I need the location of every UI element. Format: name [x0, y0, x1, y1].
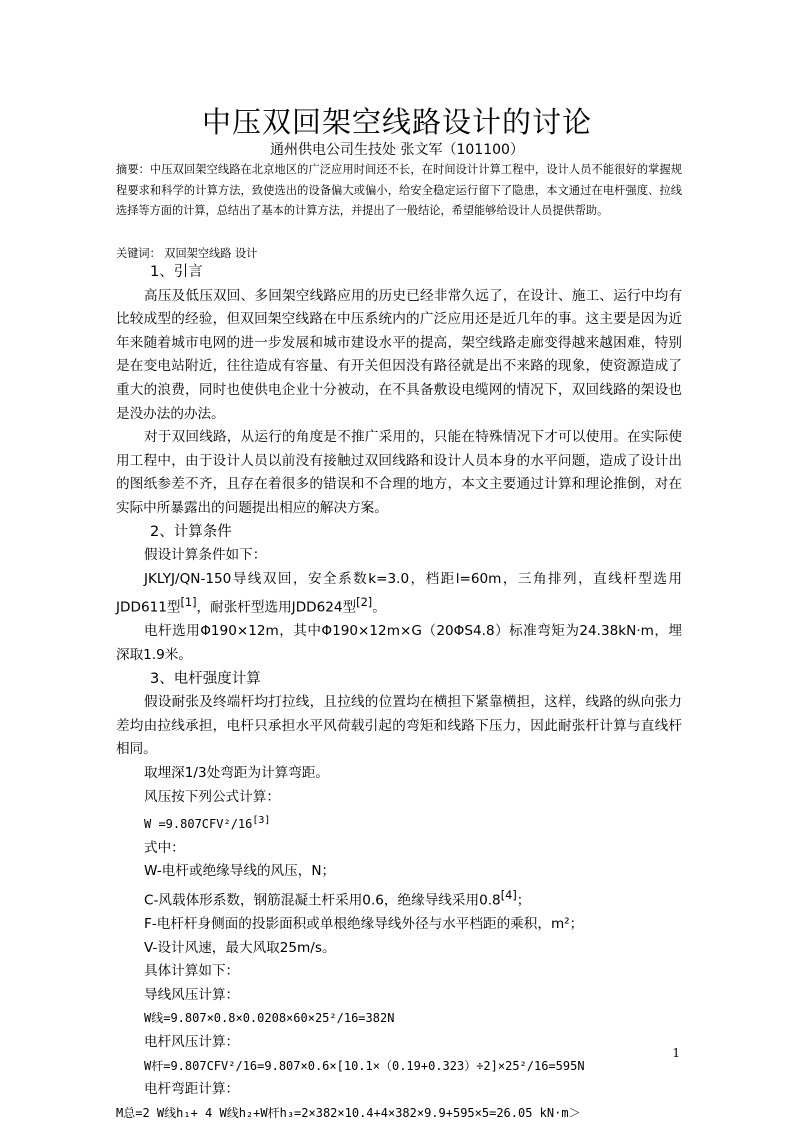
- text-run: ，耐张杆型选用JDD624型: [196, 599, 357, 616]
- text-line: F-电杆杆身侧面的投影面积或单根绝缘导线外径与水平档距的乘积，m²；: [144, 916, 584, 933]
- text-run: 。: [372, 599, 386, 616]
- paragraph: 假设耐张及终端杆均打拉线，且拉线的位置均在横担下紧靠横担，这样，线路的纵向张力差均由拉线承担，电杆只承担水平风荷载引起的弯矩和线路下压力，因此耐张杆计算与直线杆相同。: [116, 694, 682, 758]
- text-line: 式中：: [144, 839, 185, 856]
- keywords: 关键词： 双回架空线路 设计: [116, 247, 258, 260]
- text-line: 具体计算如下：: [144, 963, 240, 980]
- section-heading-pole-strength: 3、电杆强度计算: [150, 670, 261, 687]
- section-heading-conditions: 2、计算条件: [150, 523, 232, 540]
- formula: W线=9.807×0.8×0.0208×60×25²/16=382N: [144, 1011, 395, 1026]
- section-heading-intro: 1、引言: [150, 264, 203, 280]
- paragraph: 电杆选用Φ190×12m，其中Φ190×12m×G（20ΦS4.8）标准弯矩为24.38kN·m，埋深取1.9米。: [116, 623, 682, 664]
- text-line: 假设计算条件如下：: [144, 547, 267, 564]
- text-run: ；: [516, 892, 531, 909]
- author-byline: 通州供电公司生技处 张文军（101100）: [270, 142, 524, 158]
- citation-ref: [1]: [180, 595, 197, 610]
- paragraph: [116, 568, 682, 621]
- text-line: 电杆弯距计算：: [144, 1081, 240, 1098]
- paragraph: 高压及低压双回、多回架空线路应用的历史已经非常久远了，在设计、施工、运行中均有比较成型的经验，但双回架空线路在中压系统内的广泛应用还是近几年的事。这主要是因为近年来随着城市电网的进一步发展和城市建设水平的提高，架空线路走廊变得越来越困难，特别是在变电站附近，往往造成有容量、有开关但因没有路径就是出不来路的现象，使资源造成了重大的浪费，同时也使供电企业十分被动，在不具备敷设电缆网的情况下，双回线路的架设也是没办法的办法。: [116, 287, 682, 422]
- formula: M总=2 W线h₁+ 4 W线h₂+W杆h₃=2×382×10.4+4×382×9.9+595×5=26.05 kN·m＞: [116, 1105, 581, 1120]
- paragraph: 对于双回线路，从运行的角度是不推广采用的，只能在特殊情况下才可以使用。在实际使用工程中，由于设计人员以前没有接触过双回线路和设计人员本身的水平问题，造成了设计出的图纸参差不齐，且存在着很多的错误和不合理的地方，本文主要通过计算和理论推倒，对在实际中所暴露出的问题提出相应的解决方案。: [116, 429, 682, 516]
- formula-text: W =9.807CFV²/16: [144, 817, 253, 832]
- citation-ref: [2]: [356, 595, 373, 610]
- citation-ref: [4]: [500, 887, 517, 902]
- text-line: 风压按下列公式计算：: [144, 788, 280, 805]
- text-line: 导线风压计算：: [144, 986, 240, 1003]
- abstract: 摘要：中压双回架空线路在北京地区的广泛应用时间还不长，在时间设计计算工程中，设计人员不能很好的掌握规程要求和科学的计算方法，致使选出的设备偏大或偏小，给安全稳定运行留下了隐患，本文通过在电杆强度、拉线选择等方面的计算，总结出了基本的计算方法，并提出了一般结论，希望能够给设计人员提供帮助。: [116, 163, 682, 217]
- text-run: C-风载体形系数，钢筋混凝土杆采用0.6，绝缘导线采用0.8: [144, 892, 501, 909]
- text-line: 电杆风压计算：: [144, 1034, 240, 1051]
- text-line: [116, 884, 682, 913]
- text-line: 取埋深1/3处弯距为计算弯距。: [144, 765, 330, 781]
- page-number: 1: [672, 1046, 680, 1060]
- text-line: V-设计风速，最大风取25m/s。: [144, 939, 336, 956]
- article-body: [116, 261, 682, 1125]
- citation-ref: [3]: [252, 815, 271, 827]
- text-run: JKLYJ/QN-150导线双回，安全系数k=3.0，档距l=60m，三角排列，直线杆型选用JDD611型: [116, 570, 682, 616]
- page-title: 中压双回架空线路设计的讨论: [201, 105, 592, 139]
- text-line: W-电杆或绝缘导线的风压，N；: [144, 863, 336, 880]
- formula: W杆=9.807CFV²/16=9.807×0.6×[10.1×（0.19+0.323）÷2]×25²/16=595N: [144, 1058, 585, 1073]
- formula: [116, 809, 682, 837]
